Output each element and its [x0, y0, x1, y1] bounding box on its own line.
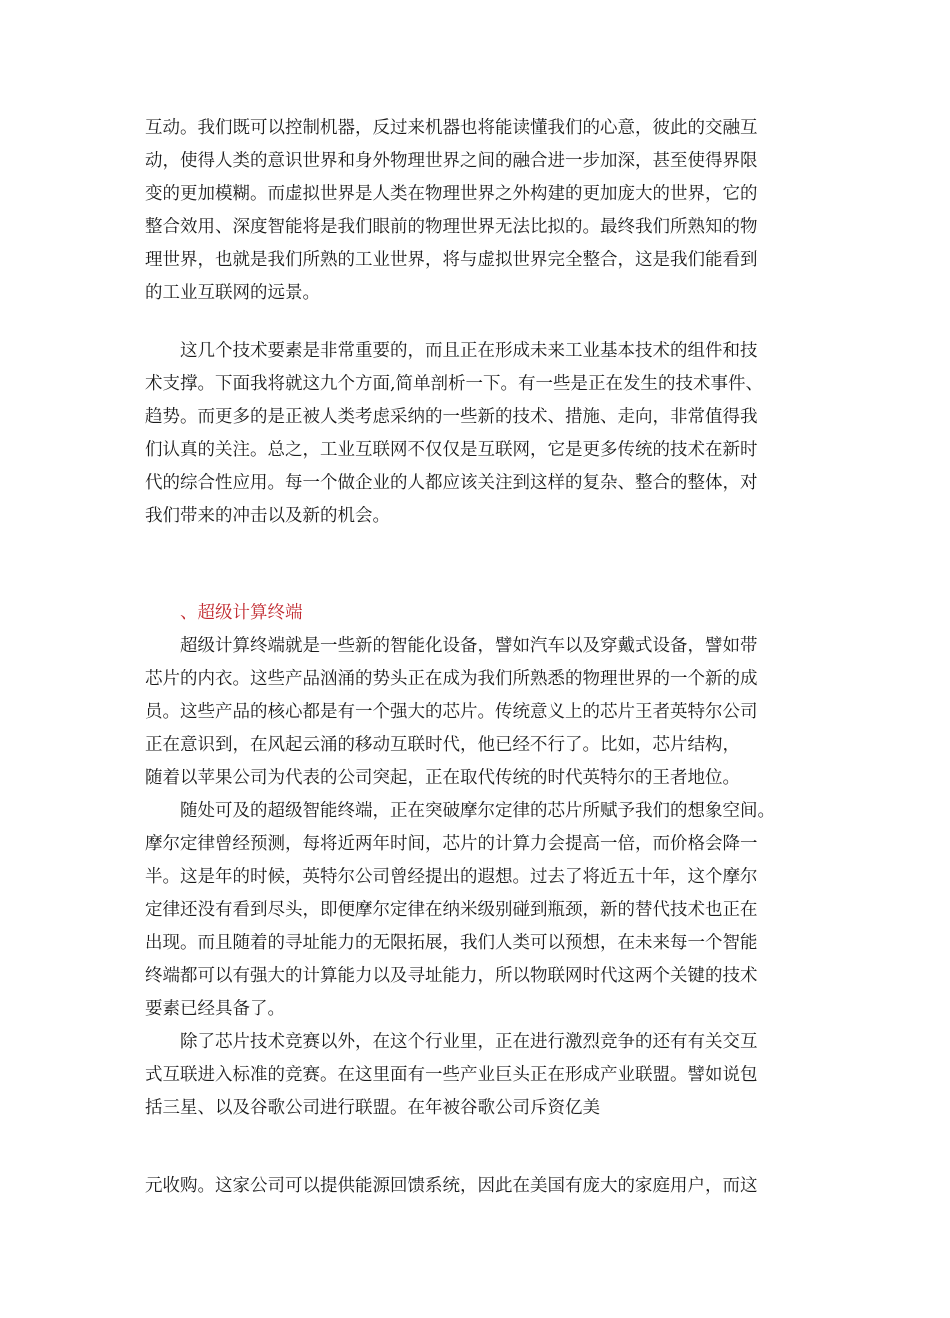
text-line: 动，使得人类的意识世界和身外物理世界之间的融合进一步加深，甚至使得界限 — [145, 151, 758, 171]
text-line: 除了芯片技术竞赛以外，在这个行业里，正在进行激烈竞争的还有有关交互 — [145, 1032, 758, 1052]
text-line: 这几个技术要素是非常重要的，而且正在形成未来工业基本技术的组件和技 — [145, 341, 758, 361]
text-line: 趋势。而更多的是正被人类考虑采纳的一些新的技术、措施、走向，非常值得我 — [145, 407, 758, 427]
text-line: 变的更加模糊。而虚拟世界是人类在物理世界之外构建的更加庞大的世界，它的 — [145, 184, 758, 204]
text-line: 整合效用、深度智能将是我们眼前的物理世界无法比拟的。最终我们所熟知的物 — [145, 217, 758, 237]
text-line: 随着以苹果公司为代表的公司突起，正在取代传统的时代英特尔的王者地位。 — [145, 768, 740, 788]
text-line: 理世界，也就是我们所熟的工业世界，将与虚拟世界完全整合，这是我们能看到 — [145, 250, 758, 270]
text-line: 的工业互联网的远景。 — [145, 283, 320, 303]
text-line: 元收购。这家公司可以提供能源回馈系统，因此在美国有庞大的家庭用户，而这 — [145, 1176, 758, 1196]
text-line: 式互联进入标准的竞赛。在这里面有一些产业巨头正在形成产业联盟。譬如说包 — [145, 1065, 758, 1085]
text-line: 术支撑。下面我将就这九个方面,简单剖析一下。有一些是正在发生的技术事件、 — [145, 374, 764, 394]
text-line: 我们带来的冲击以及新的机会。 — [145, 506, 390, 526]
section-heading: 、超级计算终端 — [145, 603, 303, 623]
text-line: 半。这是年的时候，英特尔公司曾经提出的遐想。过去了将近五十年，这个摩尔 — [145, 867, 758, 887]
text-line: 摩尔定律曾经预测，每将近两年时间，芯片的计算力会提高一倍，而价格会降一 — [145, 834, 758, 854]
text-line: 随处可及的超级智能终端，正在突破摩尔定律的芯片所赋予我们的想象空间。 — [145, 801, 775, 821]
text-line: 正在意识到，在风起云涌的移动互联时代，他已经不行了。比如，芯片结构， — [145, 735, 740, 755]
text-line: 括三星、以及谷歌公司进行联盟。在年被谷歌公司斥资亿美 — [145, 1098, 600, 1118]
text-line: 超级计算终端就是一些新的智能化设备，譬如汽车以及穿戴式设备，譬如带 — [145, 636, 758, 656]
text-line: 员。这些产品的核心都是有一个强大的芯片。传统意义上的芯片王者英特尔公司 — [145, 702, 758, 722]
text-line: 们认真的关注。总之，工业互联网不仅仅是互联网，它是更多传统的技术在新时 — [145, 440, 758, 460]
text-line: 定律还没有看到尽头，即便摩尔定律在纳米级别碰到瓶颈，新的替代技术也正在 — [145, 900, 758, 920]
text-line: 互动。我们既可以控制机器，反过来机器也将能读懂我们的心意，彼此的交融互 — [145, 118, 758, 138]
text-line: 芯片的内衣。这些产品汹涌的势头正在成为我们所熟悉的物理世界的一个新的成 — [145, 669, 758, 689]
text-line: 要素已经具备了。 — [145, 999, 285, 1019]
text-line: 代的综合性应用。每一个做企业的人都应该关注到这样的复杂、整合的整体，对 — [145, 473, 758, 493]
text-line: 终端都可以有强大的计算能力以及寻址能力，所以物联网时代这两个关键的技术 — [145, 966, 758, 986]
text-line: 出现。而且随着的寻址能力的无限拓展，我们人类可以预想，在未来每一个智能 — [145, 933, 758, 953]
